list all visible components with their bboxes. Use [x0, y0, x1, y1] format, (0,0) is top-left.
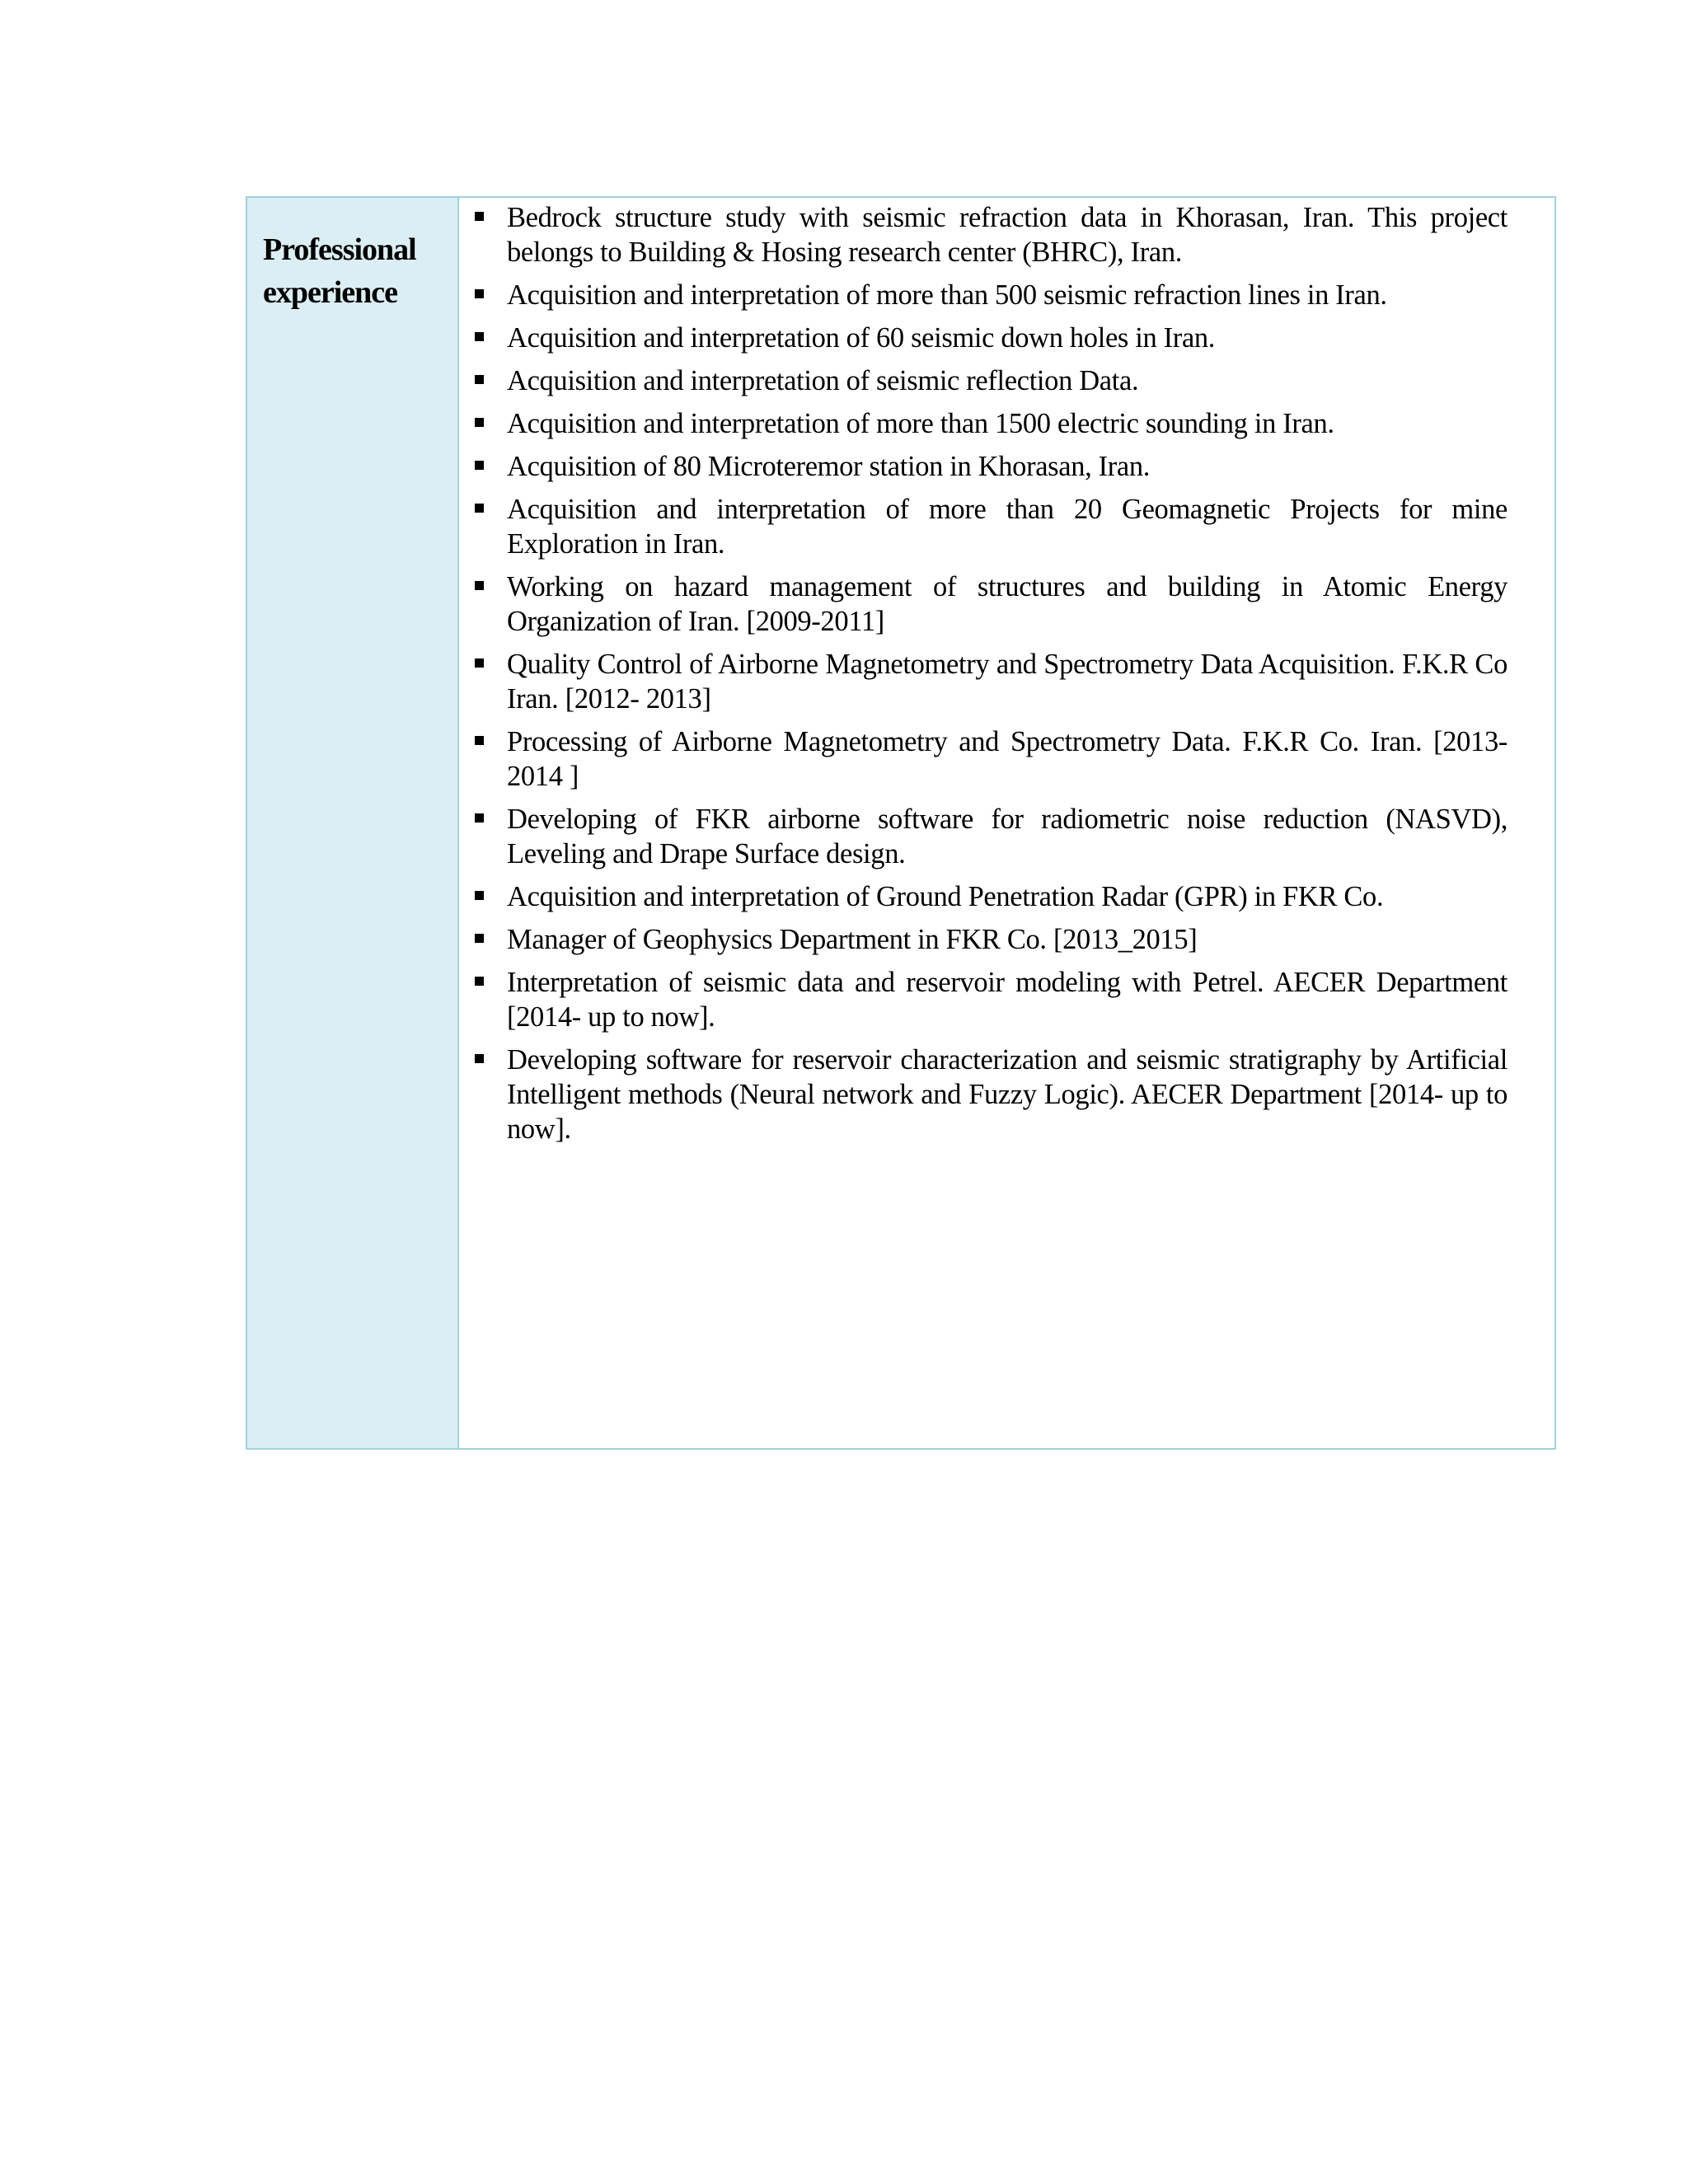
square-bullet-icon	[475, 891, 484, 900]
square-bullet-icon	[475, 418, 484, 427]
experience-item	[459, 724, 1507, 794]
square-bullet-icon	[475, 658, 484, 668]
experience-item-text: Acquisition and interpretation of more than 1500 electric sounding in Iran.	[507, 408, 1334, 439]
experience-item	[459, 406, 1507, 441]
experience-table	[246, 196, 1556, 1450]
experience-item	[459, 200, 1507, 269]
experience-item-text: Manager of Geophysics Department in FKR Co. [2013_2015]	[507, 924, 1198, 955]
section-content-cell	[459, 198, 1554, 1448]
square-bullet-icon	[475, 813, 484, 823]
experience-item	[459, 879, 1507, 914]
square-bullet-icon	[475, 977, 484, 986]
experience-item	[459, 278, 1507, 312]
section-label-cell	[247, 198, 459, 1448]
experience-item	[459, 321, 1507, 355]
experience-item	[459, 1043, 1507, 1146]
square-bullet-icon	[475, 289, 484, 298]
experience-item-text: Interpretation of seismic data and reservoir modeling with Petrel. AECER Department [2014- up to now].	[507, 967, 1507, 1033]
square-bullet-icon	[475, 375, 484, 384]
experience-item-text: Bedrock structure study with seismic refraction data in Khorasan, Iran. This project belongs to Building & Hosing research center (BHRC), Iran.	[507, 202, 1507, 268]
experience-item	[459, 922, 1507, 957]
experience-item	[459, 647, 1507, 716]
experience-item-text: Processing of Airborne Magnetometry and Spectrometry Data. F.K.R Co. Iran. [2013- 2014 ]	[507, 726, 1507, 792]
experience-item	[459, 569, 1507, 639]
square-bullet-icon	[475, 581, 484, 590]
square-bullet-icon	[475, 736, 484, 745]
experience-item-text: Acquisition and interpretation of more than 500 seismic refraction lines in Iran.	[507, 279, 1387, 311]
experience-item	[459, 802, 1507, 871]
experience-item	[459, 363, 1507, 398]
experience-item-text: Acquisition of 80 Microteremor station in Khorasan, Iran.	[507, 451, 1151, 482]
experience-item-text: Acquisition and interpretation of 60 seismic down holes in Iran.	[507, 322, 1216, 354]
experience-item-text: Working on hazard management of structures and building in Atomic Energy Organization of Iran. [2009-2011]	[507, 571, 1507, 637]
square-bullet-icon	[475, 504, 484, 513]
square-bullet-icon	[475, 461, 484, 470]
section-title: Professional experience	[263, 232, 416, 310]
experience-item-text: Developing of FKR airborne software for radiometric noise reduction (NASVD), Leveling and Drape Surface design.	[507, 804, 1507, 869]
experience-item	[459, 449, 1507, 484]
square-bullet-icon	[475, 212, 484, 221]
experience-item-text: Acquisition and interpretation of Ground Penetration Radar (GPR) in FKR Co.	[507, 881, 1384, 912]
experience-item	[459, 965, 1507, 1034]
experience-item-text: Acquisition and interpretation of seismic reflection Data.	[507, 365, 1139, 396]
square-bullet-icon	[475, 332, 484, 341]
experience-item-text: Quality Control of Airborne Magnetometry and Spectrometry Data Acquisition. F.K.R Co Iran. [2012- 2013]	[507, 649, 1507, 715]
square-bullet-icon	[475, 934, 484, 943]
experience-item	[459, 492, 1507, 561]
square-bullet-icon	[475, 1054, 484, 1063]
experience-item-text: Developing software for reservoir characterization and seismic stratigraphy by Artificial Intelligent methods (Neural network and Fuzzy Logic). AECER Department [2014- up to now].	[507, 1044, 1507, 1145]
experience-item-text: Acquisition and interpretation of more than 20 Geomagnetic Projects for mine Exploration in Iran.	[507, 494, 1507, 560]
experience-list	[459, 200, 1554, 1146]
